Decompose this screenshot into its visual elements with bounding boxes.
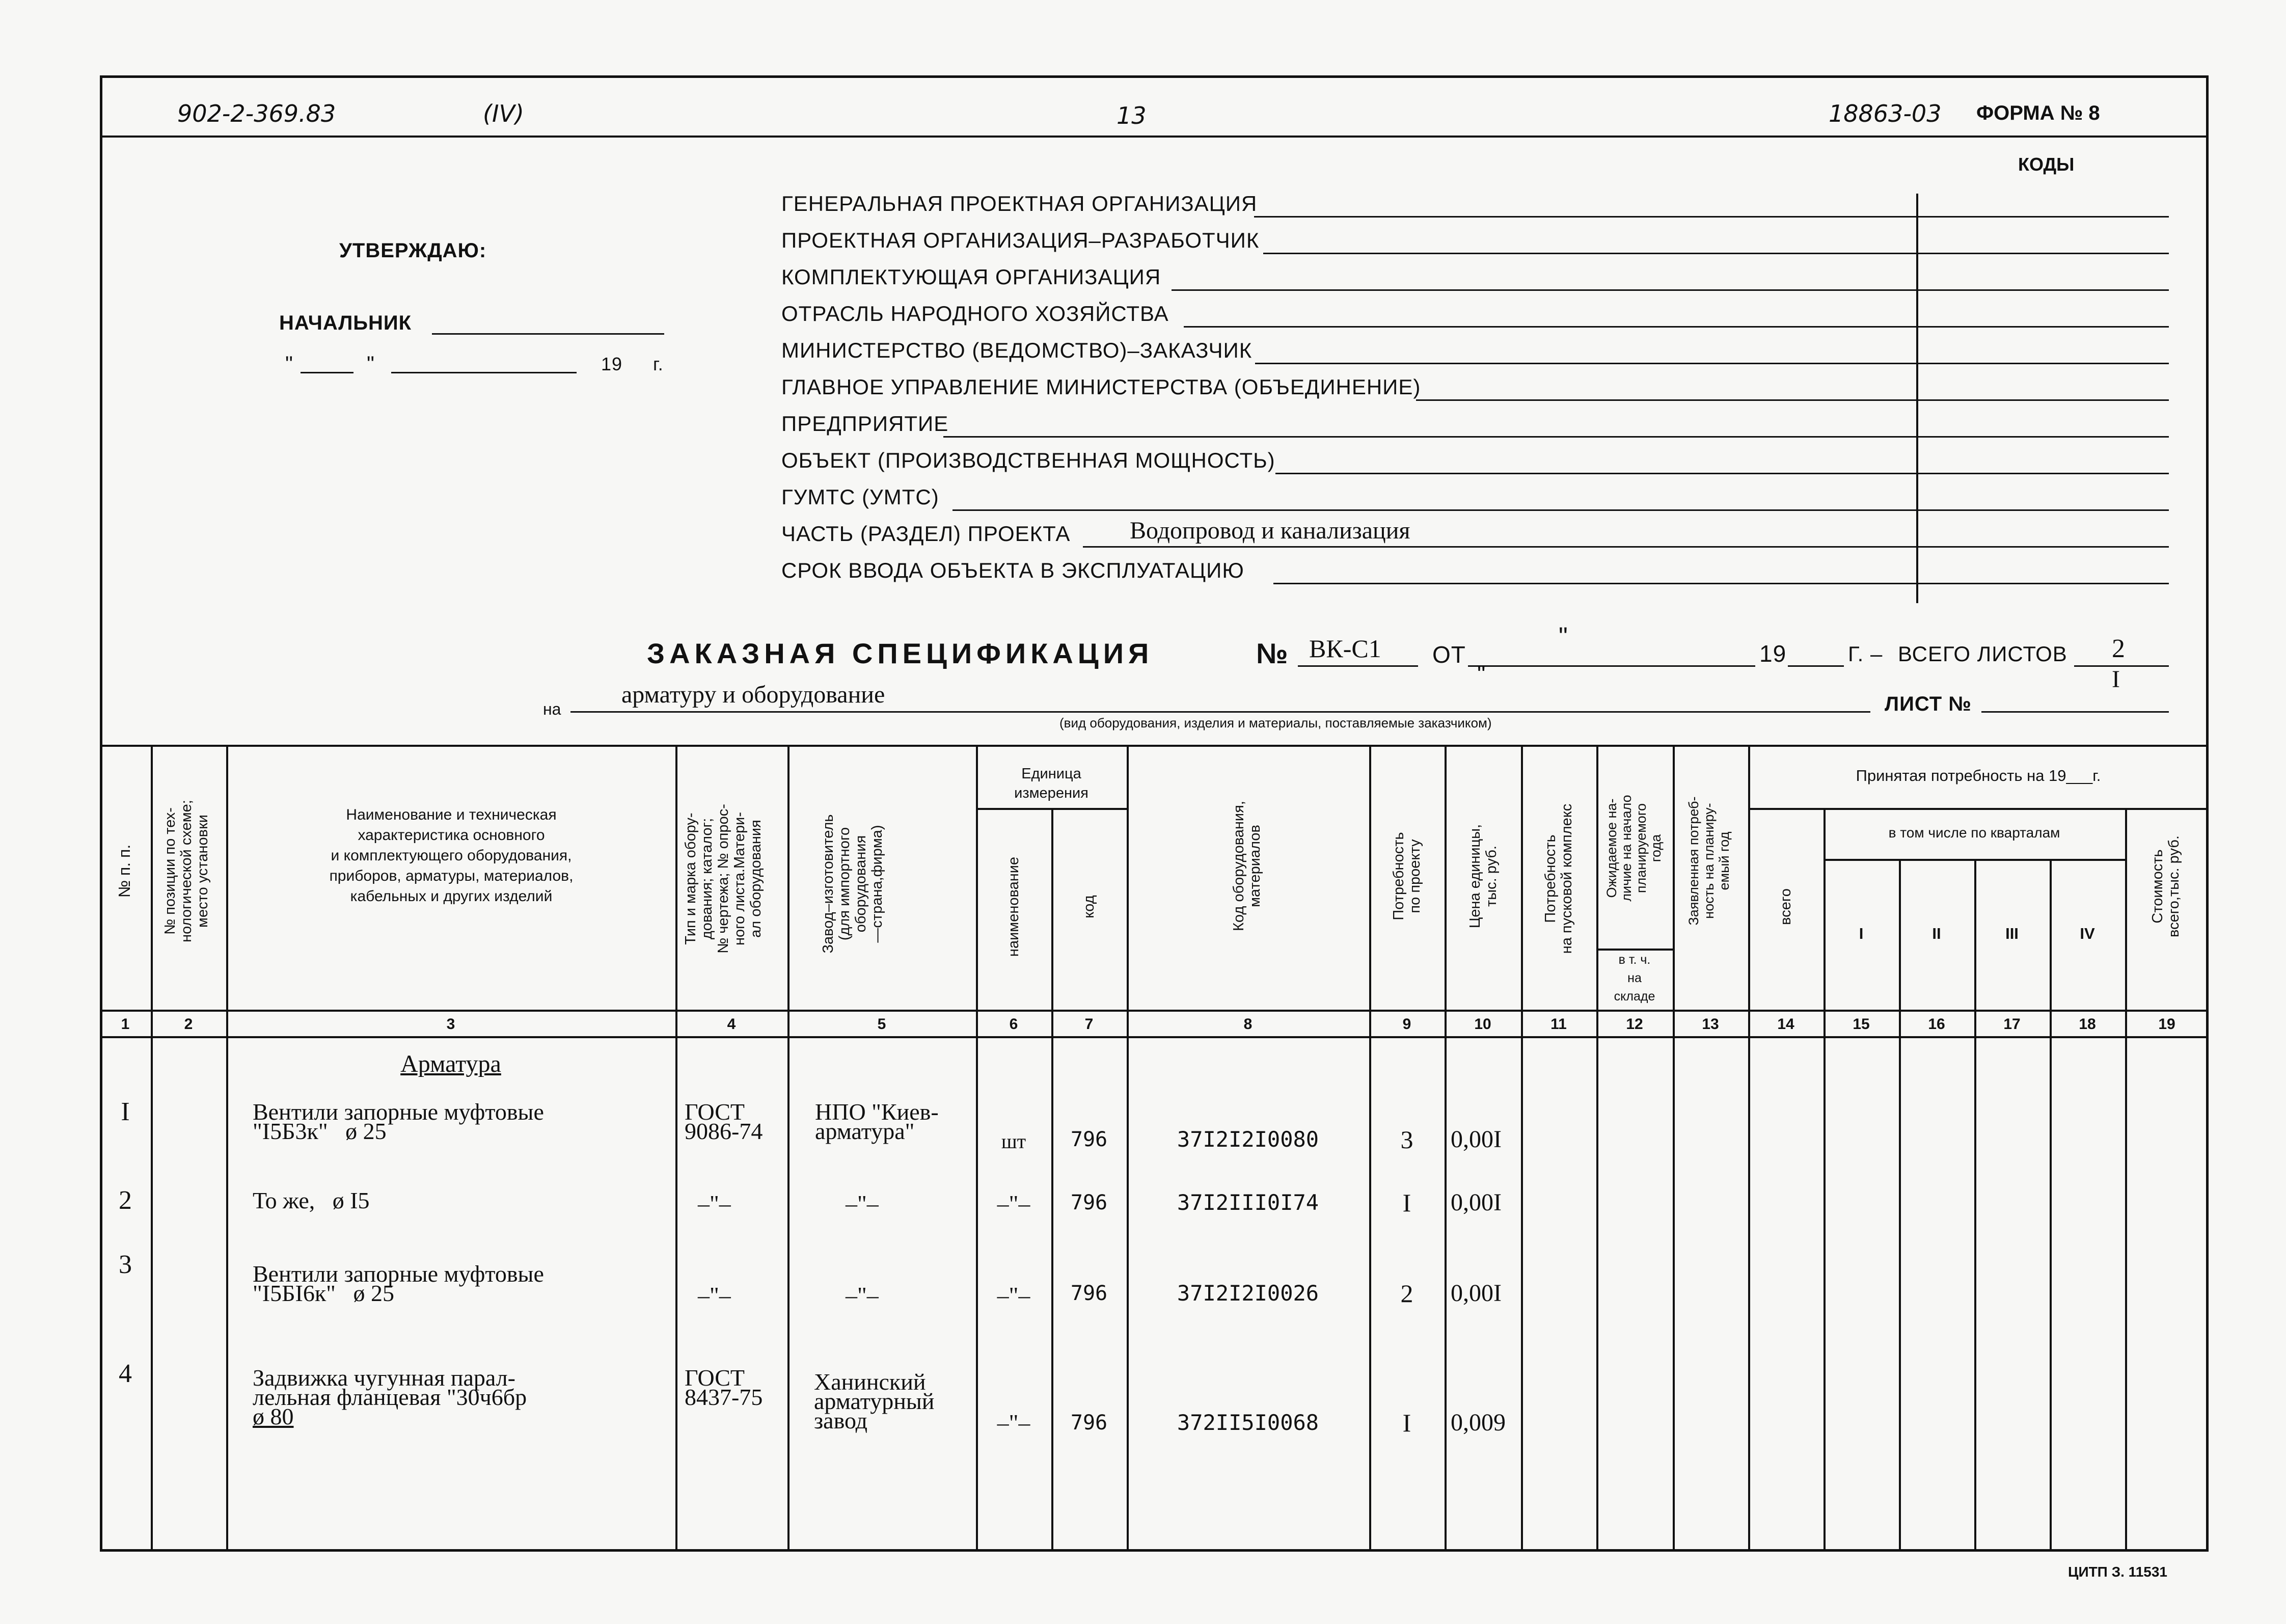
item-code: 37I2I2I0080 <box>1177 1127 1319 1152</box>
header-item-code: Код оборудования, материалов <box>1231 801 1263 931</box>
col-sep <box>1596 745 1598 1550</box>
col-sep <box>1824 808 1826 1550</box>
spec-year-prefix: 19 <box>1759 640 1787 667</box>
section-title: Арматура <box>400 1050 501 1077</box>
header-launch-demand: Потребность на пусковой комплекс <box>1542 803 1575 954</box>
accepted-group-line <box>1748 808 2209 810</box>
spec-subject: арматуру и оборудование <box>621 681 885 708</box>
org-field-line <box>943 436 2169 438</box>
unit-price: 0,00I <box>1451 1126 1502 1153</box>
spec-subject-line <box>570 711 1870 713</box>
codes-divider <box>1916 194 1918 603</box>
date-quote-close: " <box>367 351 375 375</box>
col-sep <box>151 745 153 1550</box>
item-code: 372II5I0068 <box>1177 1410 1319 1435</box>
org-field-label: КОМПЛЕКТУЮЩАЯ ОРГАНИЗАЦИЯ <box>781 265 1161 289</box>
column-number: 8 <box>1243 1016 1253 1033</box>
header-unit-price: Цена единицы, тыс. руб. <box>1467 824 1500 929</box>
col-sep <box>1445 745 1447 1550</box>
column-number: 11 <box>1550 1016 1567 1033</box>
page-number: 13 <box>1117 102 1147 129</box>
header-expected-stock: Ожидаемое на- личие на начало планируемого года <box>1604 795 1664 902</box>
spec-number: ВК-С1 <box>1309 634 1381 663</box>
row-number: 3 <box>119 1250 132 1279</box>
col-sep <box>675 745 677 1550</box>
col-sep <box>1051 808 1053 1550</box>
item-name: То же, ø I5 <box>253 1187 370 1213</box>
header-q1: I <box>1859 925 1864 942</box>
header-row-number: № п. п. <box>115 844 133 898</box>
item-type-cont: 8437-75 <box>685 1384 763 1410</box>
column-number: 5 <box>877 1016 886 1033</box>
column-number: 10 <box>1474 1016 1491 1033</box>
spec-sheet-number: I <box>2112 666 2120 693</box>
column-number: 19 <box>2158 1016 2175 1033</box>
item-type: –"– <box>698 1282 731 1308</box>
org-field-label: ЧАСТЬ (РАЗДЕЛ) ПРОЕКТА <box>781 522 1071 546</box>
spec-subject-caption: (вид оборудования, изделия и материалы, поставляемые заказчиком) <box>1059 715 1492 730</box>
column-number: 4 <box>727 1016 736 1033</box>
item-code: 37I2I2I0026 <box>1177 1281 1319 1306</box>
column-number: 7 <box>1084 1016 1094 1033</box>
unit-code: 796 <box>1070 1191 1108 1214</box>
spec-on-label: на <box>543 700 561 718</box>
header-unit-name: наименование <box>1005 856 1022 957</box>
item-maker: НПО "Киев- <box>815 1099 939 1125</box>
demand-qty: I <box>1402 1188 1411 1217</box>
spec-sheet-line <box>1981 711 2169 713</box>
item-maker-cont: арматура" <box>815 1118 915 1144</box>
header-total-cost: Стоимость всего,тыс. руб. <box>2149 835 2182 937</box>
spec-total-sheets-line <box>2074 665 2169 667</box>
item-type: –"– <box>698 1190 731 1216</box>
item-name-cont: ø 80 <box>253 1403 294 1429</box>
unit-name: –"– <box>997 1410 1030 1436</box>
org-field-label: ОТРАСЛЬ НАРОДНОГО ХОЗЯЙСТВА <box>781 302 1169 326</box>
doc-number: 902-2-369.83 <box>177 100 336 127</box>
spec-year-suffix: Г. – <box>1848 642 1883 666</box>
header-unit-group: Единица измерения <box>1014 766 1088 801</box>
column-number: 12 <box>1626 1016 1643 1033</box>
spec-number-label: № <box>1256 637 1288 669</box>
item-name: Вентили запорные муфтовые <box>253 1099 544 1125</box>
chief-signature-line <box>432 333 664 335</box>
spec-total-sheets: 2 <box>2112 634 2125 663</box>
footer-stamp: ЦИТП З. 11531 <box>2068 1564 2168 1580</box>
item-name-cont: лельная фланцевая "30ч6бр <box>253 1384 527 1410</box>
spec-total-sheets-label: ВСЕГО ЛИСТОВ <box>1898 642 2067 666</box>
org-field-line <box>1254 216 2169 218</box>
org-field-label: ГЕНЕРАЛЬНАЯ ПРОЕКТНАЯ ОРГАНИЗАЦИЯ <box>781 192 1258 215</box>
column-number: 15 <box>1853 1016 1870 1033</box>
quarters-group-line <box>1824 859 2125 861</box>
org-field-line <box>1172 289 2169 291</box>
column-number: 18 <box>2079 1016 2096 1033</box>
org-field-line <box>1273 583 2169 584</box>
spec-number-line <box>1298 665 1418 667</box>
item-maker-cont: завод <box>814 1408 868 1433</box>
org-field-label: ГУМТС (УМТС) <box>781 485 939 509</box>
demand-qty: 3 <box>1400 1125 1413 1154</box>
unit-code: 796 <box>1070 1128 1108 1151</box>
col-sep <box>2050 859 2052 1550</box>
org-field-line <box>953 509 2169 511</box>
col-sep <box>226 745 228 1550</box>
codes-header: КОДЫ <box>2018 154 2075 175</box>
date-year-suffix: г. <box>653 354 664 374</box>
header-declared-demand: Заявленная потреб- ность на планиру- емый год <box>1686 796 1732 926</box>
col-sep <box>1673 745 1675 1550</box>
unit-code: 796 <box>1070 1282 1108 1305</box>
column-number: 17 <box>2003 1016 2021 1033</box>
header-manufacturer: Завод–изготовитель (для импортного оборудования —страна,фирма) <box>820 814 885 954</box>
project-part-value: Водопровод и канализация <box>1130 517 1410 544</box>
org-field-line <box>1184 326 2169 328</box>
header-in-stock: в т. ч. на складе <box>1614 953 1655 1004</box>
org-field-line <box>1083 546 2169 548</box>
item-type: ГОСТ <box>685 1365 745 1391</box>
item-name: Задвижка чугунная парал- <box>253 1365 515 1391</box>
demand-qty: 2 <box>1400 1279 1413 1308</box>
unit-price: 0,00I <box>1451 1280 1502 1307</box>
header-name: Наименование и техническая характеристика основного и комплектующего оборудования, приборов, арматуры, материалов, кабельных и других изделий <box>329 806 574 905</box>
header-unit-code: код <box>1081 895 1097 918</box>
date-day-line <box>301 372 353 373</box>
chief-label: НАЧАЛЬНИК <box>279 312 412 334</box>
date-quote-open: " <box>285 351 293 375</box>
item-type-cont: 9086-74 <box>685 1118 763 1144</box>
org-field-label: СРОК ВВОДА ОБЪЕКТА В ЭКСПЛУАТАЦИЮ <box>781 558 1244 582</box>
header-demand: Потребность по проекту <box>1391 832 1423 921</box>
spec-quote-2: " <box>1477 661 1486 687</box>
header-total: всего <box>1778 888 1794 925</box>
form-label: ФОРМА № 8 <box>1976 102 2100 124</box>
item-maker: –"– <box>846 1282 879 1308</box>
header-quarters-group: в том числе по кварталам <box>1888 825 2060 841</box>
ref-number: 18863-03 <box>1829 100 1942 127</box>
row-number: 2 <box>119 1186 132 1215</box>
org-field-line <box>1263 253 2169 254</box>
unit-price: 0,00I <box>1451 1189 1502 1216</box>
unit-price: 0,009 <box>1451 1409 1506 1436</box>
unit-name: –"– <box>997 1282 1030 1308</box>
org-field-label: ПРОЕКТНАЯ ОРГАНИЗАЦИЯ–РАЗРАБОТЧИК <box>781 228 1260 252</box>
org-field-label: ОБЪЕКТ (ПРОИЗВОДСТВЕННАЯ МОЩНОСТЬ) <box>781 448 1275 472</box>
column-number: 6 <box>1009 1016 1018 1033</box>
org-field-label: МИНИСТЕРСТВО (ВЕДОМСТВО)–ЗАКАЗЧИК <box>781 338 1253 362</box>
item-code: 37I2III0I74 <box>1177 1190 1319 1215</box>
spec-title: ЗАКАЗНАЯ СПЕЦИФИКАЦИЯ <box>647 637 1154 669</box>
header-type: Тип и марка обору- дования; каталог; № чертежа; № опрос- ного листа.Матери- ал оборудования <box>683 804 764 954</box>
column-number: 14 <box>1777 1016 1794 1033</box>
item-name: Вентили запорные муфтовые <box>253 1261 544 1287</box>
col-sep <box>1748 745 1750 1550</box>
demand-qty: I <box>1402 1409 1411 1437</box>
approve-label: УТВЕРЖДАЮ: <box>339 239 487 262</box>
column-number: 16 <box>1928 1016 1945 1033</box>
column-number: 3 <box>446 1016 455 1033</box>
column-number: 1 <box>121 1016 130 1033</box>
org-field-line <box>1416 399 2169 401</box>
item-name-cont: "I5БI6к" ø 25 <box>253 1280 394 1306</box>
column-number: 9 <box>1402 1016 1411 1033</box>
unit-name: –"– <box>997 1190 1030 1216</box>
spec-quote: " <box>1559 622 1568 651</box>
org-field-label: ПРЕДПРИЯТИЕ <box>781 412 949 436</box>
item-maker: –"– <box>846 1190 879 1216</box>
item-maker: Ханинский <box>814 1369 926 1395</box>
org-field-line <box>1275 473 2169 474</box>
item-type: ГОСТ <box>685 1099 745 1125</box>
spec-from-label: ОТ <box>1432 641 1466 668</box>
date-month-line <box>391 372 577 373</box>
org-field-label: ГЛАВНОЕ УПРАВЛЕНИЕ МИНИСТЕРСТВА (ОБЪЕДИНЕНИЕ) <box>781 375 1421 399</box>
date-year-prefix: 19 <box>601 354 623 374</box>
item-maker-cont: арматурный <box>814 1388 935 1414</box>
unit-group-line <box>976 808 1127 810</box>
spec-year-line <box>1788 665 1844 667</box>
item-name-cont: "I5Б3к" ø 25 <box>253 1118 387 1144</box>
column-number: 13 <box>1702 1016 1719 1033</box>
col-sep <box>1521 745 1523 1550</box>
col-sep <box>1974 859 1976 1550</box>
top-strip-divider <box>100 136 2209 138</box>
org-field-line <box>1255 363 2169 364</box>
volume-mark: (IV) <box>483 100 524 127</box>
unit-name: шт <box>1001 1130 1026 1153</box>
header-accepted-group: Принятая потребность на 19___г. <box>1856 767 2101 784</box>
table-top-border <box>100 745 2209 747</box>
column-number: 2 <box>184 1016 193 1033</box>
header-q4: IV <box>2080 925 2095 942</box>
unit-code: 796 <box>1070 1411 1108 1434</box>
header-q2: II <box>1932 925 1941 942</box>
col-sep <box>787 745 790 1550</box>
header-position: № позиции по тех- нологической схеме; место установки <box>162 800 211 942</box>
col-sep <box>1899 859 1901 1550</box>
row-number: I <box>121 1097 130 1126</box>
spec-sheet-label: ЛИСТ № <box>1885 693 1972 715</box>
col-sep <box>2125 808 2127 1550</box>
header-q3: III <box>2005 925 2019 942</box>
spec-date-line <box>1468 665 1755 667</box>
row-number: 4 <box>119 1359 132 1388</box>
